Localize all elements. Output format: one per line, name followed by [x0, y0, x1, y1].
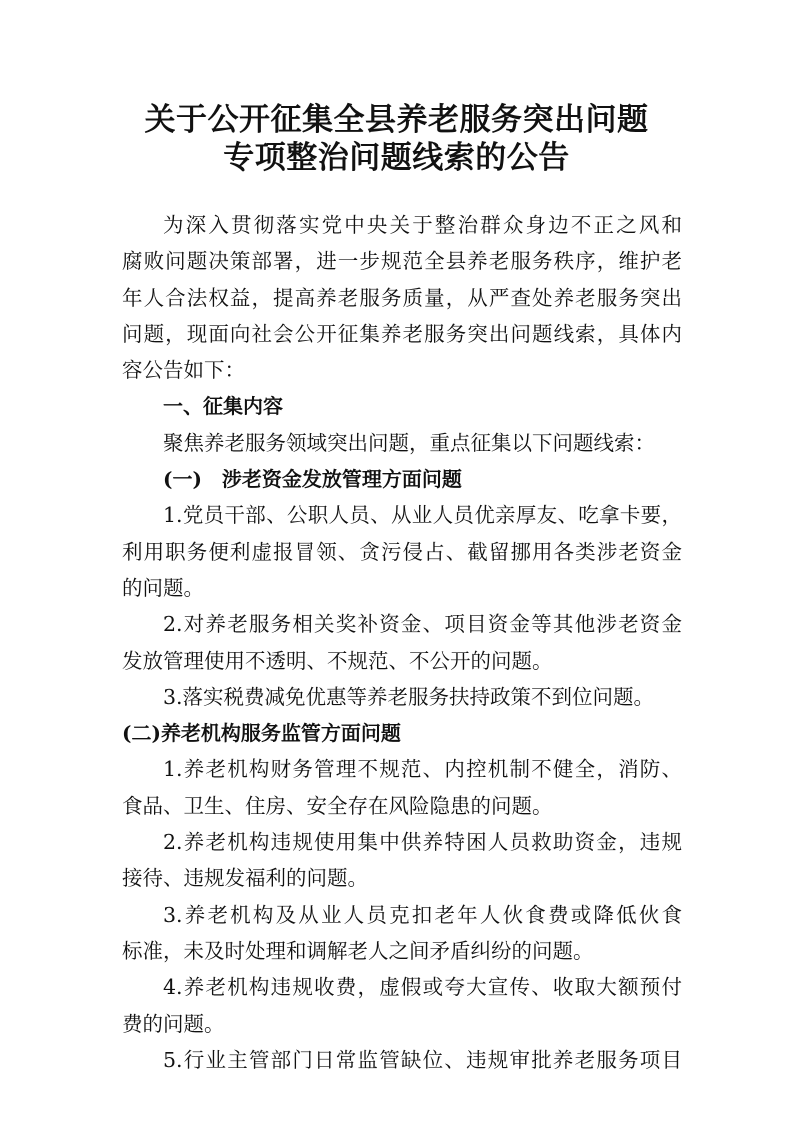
paragraph-line: 聚焦养老服务领域突出问题，重点征集以下问题线索：: [163, 430, 655, 455]
document-title-line-2: 专项整治问题线索的公告: [223, 140, 570, 176]
paragraph-line: 2.对养老服务相关奖补资金、项目资金等其他涉老资金: [163, 612, 682, 637]
paragraph-line: 3.养老机构及从业人员克扣老年人伙食费或降低伙食: [163, 902, 682, 927]
paragraph-line: 腐败问题决策部署，进一步规范全县养老服务秩序，维护老: [122, 249, 682, 274]
paragraph-line: 的问题。: [122, 575, 204, 600]
document-body: [122, 207, 682, 1078]
paragraph-line: 1.养老机构财务管理不规范、内控机制不健全，消防、: [163, 757, 682, 782]
paragraph-line: 费的问题。: [122, 1011, 225, 1036]
paragraph-line: 2.养老机构违规使用集中供养特困人员救助资金，违规: [163, 830, 682, 855]
subsection-heading: (一) 涉老资金发放管理方面问题: [163, 467, 462, 492]
paragraph-line: 3.落实税费减免优惠等养老服务扶持政策不到位问题。: [163, 684, 655, 709]
paragraph-line: 1.党员干部、公职人员、从业人员优亲厚友、吃拿卡要，: [163, 503, 682, 528]
subsection-heading: (二)养老机构服务监管方面问题: [122, 721, 401, 746]
paragraph-line: 5.行业主管部门日常监管缺位、违规审批养老服务项目: [163, 1047, 682, 1072]
paragraph-line: 发放管理使用不透明、不规范、不公开的问题。: [122, 648, 553, 673]
paragraph-line: 年人合法权益，提高养老服务质量，从严查处养老服务突出: [122, 285, 682, 310]
paragraph-line: 标准，未及时处理和调解老人之间矛盾纠纷的问题。: [122, 938, 594, 963]
paragraph-line: 为深入贯彻落实党中央关于整治群众身边不正之风和: [163, 213, 682, 237]
paragraph-line: 问题，现面向社会公开征集养老服务突出问题线索，具体内: [122, 321, 682, 346]
paragraph-line: 容公告如下：: [122, 358, 245, 383]
section-heading: 一、征集内容: [163, 394, 283, 419]
paragraph-line: 4.养老机构违规收费，虚假或夸大宣传、收取大额预付: [163, 975, 682, 1000]
paragraph-line: 食品、卫生、住房、安全存在风险隐患的问题。: [122, 793, 553, 818]
paragraph-line: 接待、违规发福利的问题。: [122, 866, 368, 891]
paragraph-line: 利用职务便利虚报冒领、贪污侵占、截留挪用各类涉老资金: [122, 539, 682, 564]
document-title-line-1: 关于公开征集全县养老服务突出问题: [144, 102, 649, 138]
